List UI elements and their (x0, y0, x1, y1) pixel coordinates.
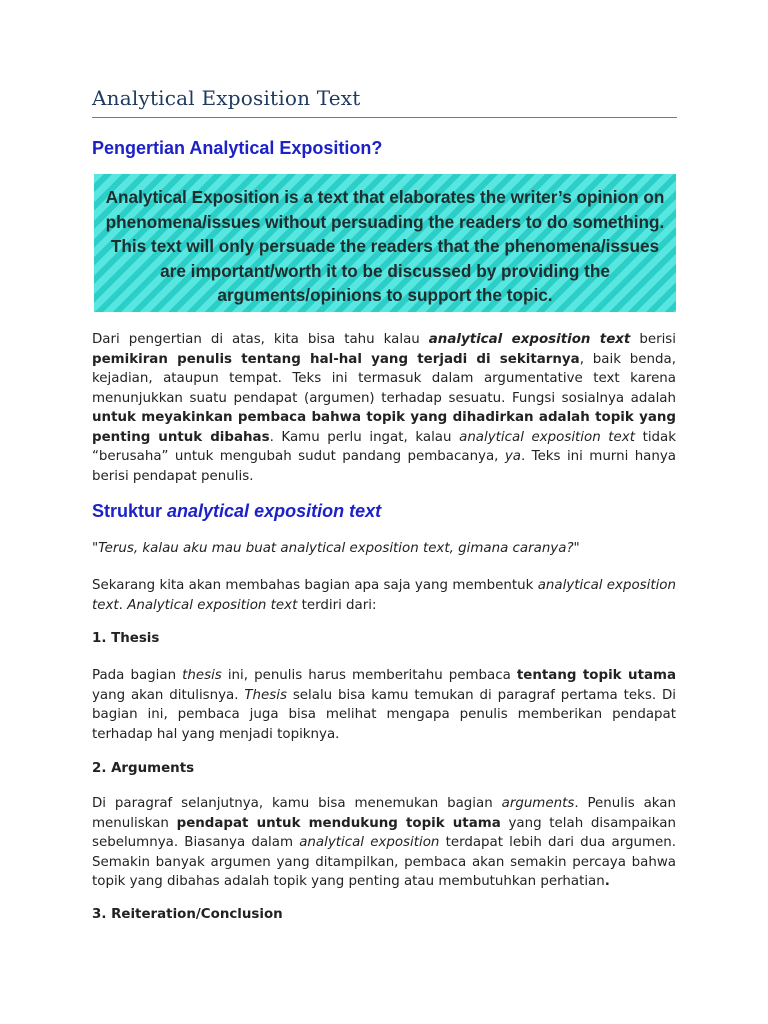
title-underline-rule (92, 117, 677, 118)
heading-struktur: Struktur analytical exposition text (92, 501, 382, 521)
quote-question: "Terus, kalau aku mau buat analytical exposition text, gimana caranya?" (92, 541, 580, 556)
section-heading-arguments: 2. Arguments (92, 761, 195, 776)
section-heading-thesis: 1. Thesis (92, 631, 160, 646)
heading-pengertian: Pengertian Analytical Exposition? (92, 138, 383, 158)
paragraph-thesis: Pada bagian thesis ini, penulis harus memberitahu pembaca tentang topik utama yang akan ditulisnya. Thesis selalu bisa kamu temukan di paragraf pertama teks. Di bagian ini, pembaca juga bisa melihat mengapa penulis memberikan pendapat terhadap hal yang menjadi topiknya. (92, 668, 677, 742)
definition-callout-box: Analytical Exposition is a text that elaborates the writer’s opinion on phenomena/issues without persuading the readers to do something. This text will only persuade the readers that the phenomena/issues are important/worth it to be discussed by providing the arguments/opinions to support the topic. (94, 174, 676, 312)
paragraph-pengertian: Dari pengertian di atas, kita bisa tahu kalau analytical exposition text berisi pemikiran penulis tentang hal-hal yang terjadi di sekitarnya, baik benda, kejadian, ataupun tempat. Teks ini termasuk dalam argumentative text karena menunjukkan suatu pendapat (argumen) terhadap sesuatu. Fungsi sosialnya adalah untuk meyakinkan pembaca bahwa topik yang dihadirkan adalah topik yang penting untuk dibahas. Kamu perlu ingat, kalau analytical exposition text tidak “berusaha” untuk mengubah sudut pandang pembacanya, ya. Teks ini murni hanya berisi pendapat penulis. (92, 332, 677, 484)
paragraph-intro-struktur: Sekarang kita akan membahas bagian apa saja yang membentuk analytical exposition text. Analytical exposition text terdiri dari: (92, 578, 676, 613)
paragraph-arguments: Di paragraf selanjutnya, kamu bisa menemukan bagian arguments. Penulis akan menuliskan pendapat untuk mendukung topik utama yang telah disampaikan sebelumnya. Biasanya dalam analytical exposition terdapat lebih dari dua argumen. Semakin banyak argumen yang ditampilkan, pembaca akan semakin percaya bahwa topik yang dibahas adalah topik yang penting atau membutuhkan perhatian. (92, 796, 677, 889)
section-heading-conclusion: 3. Reiteration/Conclusion (92, 907, 283, 922)
document-title: Analytical Exposition Text (92, 86, 361, 110)
